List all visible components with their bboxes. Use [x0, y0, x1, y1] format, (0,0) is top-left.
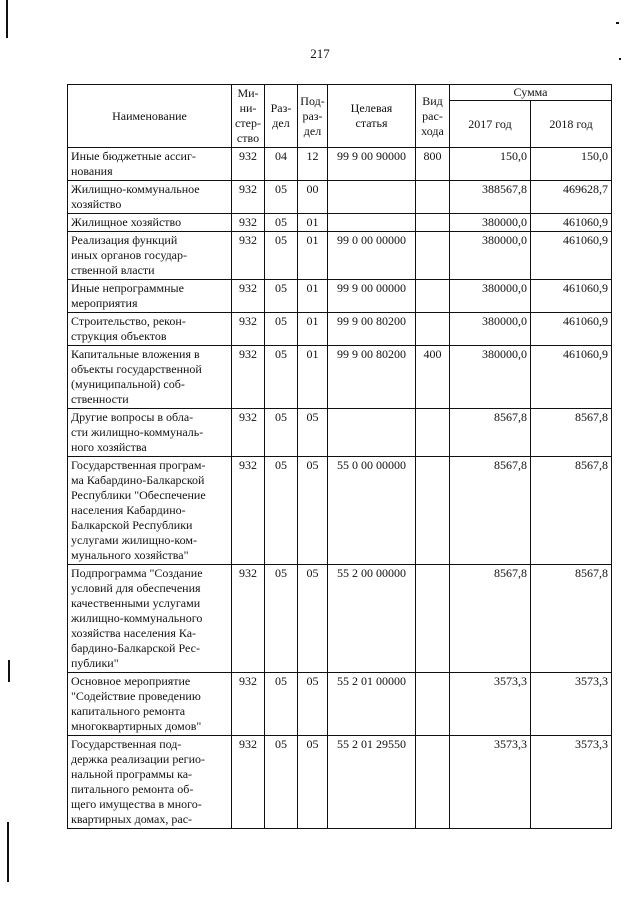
header-name-label: Наименование	[112, 108, 187, 123]
row-sum-2018-cell: 461060,9	[531, 280, 612, 313]
row-section-cell: 05	[265, 565, 298, 673]
row-expense-type-cell	[416, 181, 450, 214]
row-ministry-cell: 932	[232, 409, 265, 457]
row-target-cell: 99 9 00 80200	[328, 346, 416, 409]
row-target-cell: 99 9 00 90000	[328, 148, 416, 181]
header-sum: Сумма	[450, 85, 612, 101]
row-sum-2017-cell: 380000,0	[450, 313, 531, 346]
row-subsection-cell: 05	[298, 736, 328, 829]
row-sum-2017-cell: 380000,0	[450, 232, 531, 280]
row-ministry-cell: 932	[232, 457, 265, 565]
row-section-cell: 05	[265, 214, 298, 232]
budget-table	[67, 84, 612, 829]
header-year-2017: 2017 год	[450, 101, 531, 148]
budget-table-container	[67, 84, 611, 829]
table-row	[68, 214, 612, 232]
header-section: Раз- дел	[265, 85, 298, 148]
table-row	[68, 736, 612, 829]
row-ministry-cell: 932	[232, 673, 265, 736]
row-subsection-cell: 05	[298, 457, 328, 565]
row-expense-type-cell: 800	[416, 148, 450, 181]
row-sum-2017-cell: 3573,3	[450, 673, 531, 736]
row-sum-2018-cell: 461060,9	[531, 346, 612, 409]
scan-margin-mark-right-dot	[619, 58, 621, 60]
row-section-cell: 05	[265, 232, 298, 280]
row-expense-type-cell	[416, 313, 450, 346]
row-sum-2018-cell: 469628,7	[531, 181, 612, 214]
row-sum-2018-cell: 3573,3	[531, 736, 612, 829]
row-name-cell: Иные бюджетные ассиг- нования	[68, 148, 232, 181]
header-subsection: Под- раз- дел	[298, 85, 328, 148]
row-sum-2018-cell: 8567,8	[531, 565, 612, 673]
row-expense-type-cell	[416, 280, 450, 313]
row-subsection-cell: 01	[298, 280, 328, 313]
row-sum-2018-cell: 461060,9	[531, 214, 612, 232]
table-row	[68, 346, 612, 409]
row-sum-2017-cell: 8567,8	[450, 565, 531, 673]
row-section-cell: 05	[265, 346, 298, 409]
table-row	[68, 457, 612, 565]
row-ministry-cell: 932	[232, 148, 265, 181]
row-sum-2018-cell: 8567,8	[531, 409, 612, 457]
row-name-cell: Другие вопросы в обла- сти жилищно-коммуналь- ного хозяйства	[68, 409, 232, 457]
row-sum-2018-cell: 461060,9	[531, 313, 612, 346]
scan-margin-mark-left-bottom	[7, 822, 9, 882]
header-expense-type: Вид рас- хода	[416, 85, 450, 148]
table-row	[68, 409, 612, 457]
row-expense-type-cell	[416, 409, 450, 457]
row-subsection-cell: 01	[298, 232, 328, 280]
row-section-cell: 05	[265, 313, 298, 346]
row-ministry-cell: 932	[232, 214, 265, 232]
row-subsection-cell: 00	[298, 181, 328, 214]
row-name-cell: Жилищно-коммунальное хозяйство	[68, 181, 232, 214]
row-expense-type-cell: 400	[416, 346, 450, 409]
row-ministry-cell: 932	[232, 313, 265, 346]
row-sum-2017-cell: 3573,3	[450, 736, 531, 829]
row-expense-type-cell	[416, 214, 450, 232]
row-target-cell: 99 0 00 00000	[328, 232, 416, 280]
row-sum-2018-cell: 150,0	[531, 148, 612, 181]
table-row	[68, 280, 612, 313]
row-subsection-cell: 05	[298, 565, 328, 673]
row-ministry-cell: 932	[232, 736, 265, 829]
row-sum-2017-cell: 8567,8	[450, 409, 531, 457]
row-subsection-cell: 12	[298, 148, 328, 181]
row-expense-type-cell	[416, 457, 450, 565]
row-section-cell: 05	[265, 736, 298, 829]
row-section-cell: 05	[265, 280, 298, 313]
row-target-cell	[328, 409, 416, 457]
row-name-cell: Иные непрограммные мероприятия	[68, 280, 232, 313]
table-row	[68, 673, 612, 736]
row-ministry-cell: 932	[232, 280, 265, 313]
row-name-cell: Реализация функций иных органов государ- ственной власти	[68, 232, 232, 280]
table-row	[68, 232, 612, 280]
row-name-cell: Основное мероприятие "Содействие проведению капитального ремонта многоквартирных домов"	[68, 673, 232, 736]
table-header-row	[68, 85, 612, 101]
row-sum-2017-cell: 380000,0	[450, 280, 531, 313]
row-sum-2017-cell: 380000,0	[450, 346, 531, 409]
row-sum-2018-cell: 461060,9	[531, 232, 612, 280]
header-ministry: Ми- ни- стер- ство	[232, 85, 265, 148]
table-row	[68, 565, 612, 673]
row-name-cell: Строительство, рекон- струкция объектов	[68, 313, 232, 346]
row-section-cell: 05	[265, 673, 298, 736]
row-name-cell: Капитальные вложения в объекты государственной (муниципальной) соб- ственности	[68, 346, 232, 409]
row-target-cell: 55 0 00 00000	[328, 457, 416, 565]
table-row	[68, 313, 612, 346]
row-target-cell	[328, 181, 416, 214]
row-target-cell: 55 2 01 29550	[328, 736, 416, 829]
row-subsection-cell: 05	[298, 409, 328, 457]
table-row	[68, 181, 612, 214]
row-section-cell: 05	[265, 457, 298, 565]
row-ministry-cell: 932	[232, 346, 265, 409]
row-sum-2018-cell: 3573,3	[531, 673, 612, 736]
row-subsection-cell: 01	[298, 214, 328, 232]
row-target-cell: 99 9 00 00000	[328, 280, 416, 313]
page-number: 217	[310, 46, 330, 61]
row-sum-2017-cell: 388567,8	[450, 181, 531, 214]
row-target-cell: 55 2 00 00000	[328, 565, 416, 673]
row-ministry-cell: 932	[232, 565, 265, 673]
row-sum-2017-cell: 150,0	[450, 148, 531, 181]
row-section-cell: 05	[265, 181, 298, 214]
row-ministry-cell: 932	[232, 232, 265, 280]
scan-margin-mark-left-mid	[8, 660, 10, 682]
row-subsection-cell: 01	[298, 313, 328, 346]
row-target-cell	[328, 214, 416, 232]
row-ministry-cell: 932	[232, 181, 265, 214]
row-expense-type-cell	[416, 232, 450, 280]
header-year-2018: 2018 год	[531, 101, 612, 148]
row-name-cell: Государственная под- держка реализации регио- нальной программы ка- питального ремонта об- щего имущества в много- квартирных домах, рас-	[68, 736, 232, 829]
table-body	[68, 148, 612, 829]
scan-margin-mark-right-top	[616, 22, 619, 24]
row-section-cell: 04	[265, 148, 298, 181]
row-expense-type-cell	[416, 736, 450, 829]
row-name-cell: Жилищное хозяйство	[68, 214, 232, 232]
row-sum-2018-cell: 8567,8	[531, 457, 612, 565]
row-target-cell: 55 2 01 00000	[328, 673, 416, 736]
row-sum-2017-cell: 380000,0	[450, 214, 531, 232]
row-subsection-cell: 05	[298, 673, 328, 736]
row-subsection-cell: 01	[298, 346, 328, 409]
row-section-cell: 05	[265, 409, 298, 457]
header-target: Целевая статья	[328, 85, 416, 148]
header-name	[68, 85, 232, 148]
row-sum-2017-cell: 8567,8	[450, 457, 531, 565]
scan-margin-mark-left-top	[6, 0, 8, 38]
table-row	[68, 148, 612, 181]
row-target-cell: 99 9 00 80200	[328, 313, 416, 346]
row-expense-type-cell	[416, 673, 450, 736]
row-expense-type-cell	[416, 565, 450, 673]
row-name-cell: Государственная програм- ма Кабардино-Балкарской Республики "Обеспечение населения Кабардино- Балкарской Республики услугами жилищно-ком- мунального хозяйства"	[68, 457, 232, 565]
row-name-cell: Подпрограмма "Создание условий для обеспечения качественными услугами жилищно-коммунального хозяйства населения Ка- бардино-Балкарской Рес- публики"	[68, 565, 232, 673]
